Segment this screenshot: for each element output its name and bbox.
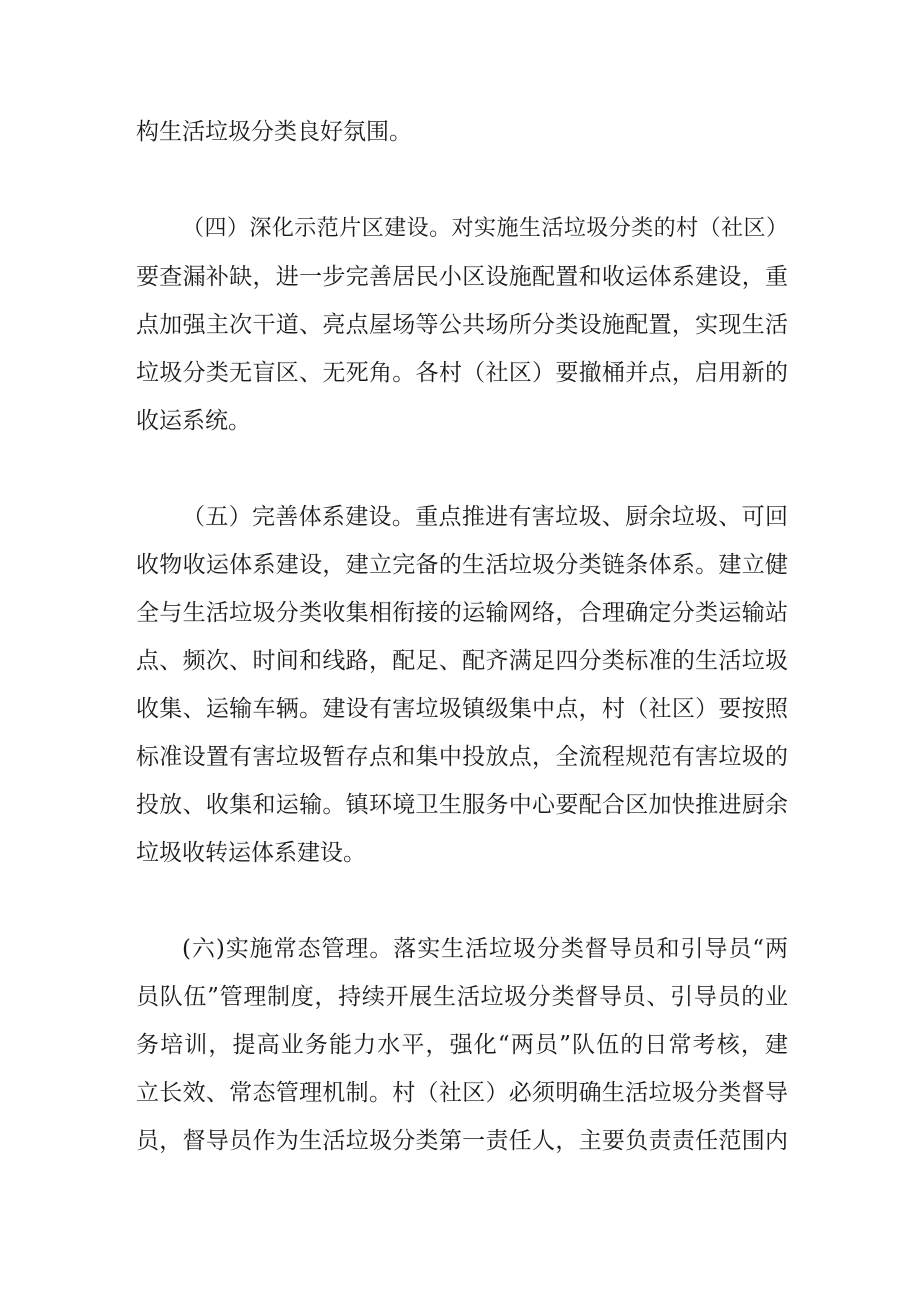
paragraph-5-line-1: （五）完善体系建设。重点推进有害垃圾、厨余垃圾、可回 bbox=[182, 504, 788, 530]
paragraph-5-line-2: 收物收运体系建设，建立完备的生活垃圾分类链条体系。建立健 bbox=[136, 552, 788, 578]
paragraph-5-line-5: 收集、运输车辆。建设有害垃圾镇级集中点，村（社区）要按照 bbox=[136, 696, 788, 722]
paragraph-6-line-5: 员，督导员作为生活垃圾分类第一责任人，主要负责责任范围内 bbox=[136, 1128, 788, 1154]
paragraph-5-line-8: 垃圾收转运体系建设。 bbox=[136, 840, 366, 866]
paragraph-5-line-6: 标准设置有害垃圾暂存点和集中投放点，全流程规范有害垃圾的 bbox=[136, 744, 788, 770]
paragraph-6-line-2: 员队伍”管理制度，持续开展生活垃圾分类督导员、引导员的业 bbox=[136, 984, 788, 1010]
paragraph-0-line-1: 构生活垃圾分类良好氛围。 bbox=[136, 119, 412, 145]
paragraph-6-line-1: (六)实施常态管理。落实生活垃圾分类督导员和引导员“两 bbox=[182, 936, 788, 962]
paragraph-4-line-4: 垃圾分类无盲区、无死角。各村（社区）要撤桶并点，启用新的 bbox=[136, 360, 788, 386]
paragraph-5-line-7: 投放、收集和运输。镇环境卫生服务中心要配合区加快推进厨余 bbox=[136, 792, 788, 818]
paragraph-4-line-3: 点加强主次干道、亮点屋场等公共场所分类设施配置，实现生活 bbox=[136, 312, 788, 338]
paragraph-5-line-4: 点、频次、时间和线路，配足、配齐满足四分类标准的生活垃圾 bbox=[136, 648, 788, 674]
paragraph-6-line-3: 务培训，提高业务能力水平，强化“两员”队伍的日常考核，建 bbox=[136, 1032, 788, 1058]
paragraph-4-line-1: （四）深化示范片区建设。对实施生活垃圾分类的村（社区） bbox=[182, 216, 788, 241]
paragraph-4-line-2: 要查漏补缺，进一步完善居民小区设施配置和收运体系建设，重 bbox=[136, 264, 788, 290]
paragraph-5-line-3: 全与生活垃圾分类收集相衔接的运输网络，合理确定分类运输站 bbox=[136, 600, 788, 626]
paragraph-6-line-4: 立长效、常态管理机制。村（社区）必须明确生活垃圾分类督导 bbox=[136, 1080, 788, 1106]
paragraph-4-line-5: 收运系统。 bbox=[136, 408, 251, 434]
